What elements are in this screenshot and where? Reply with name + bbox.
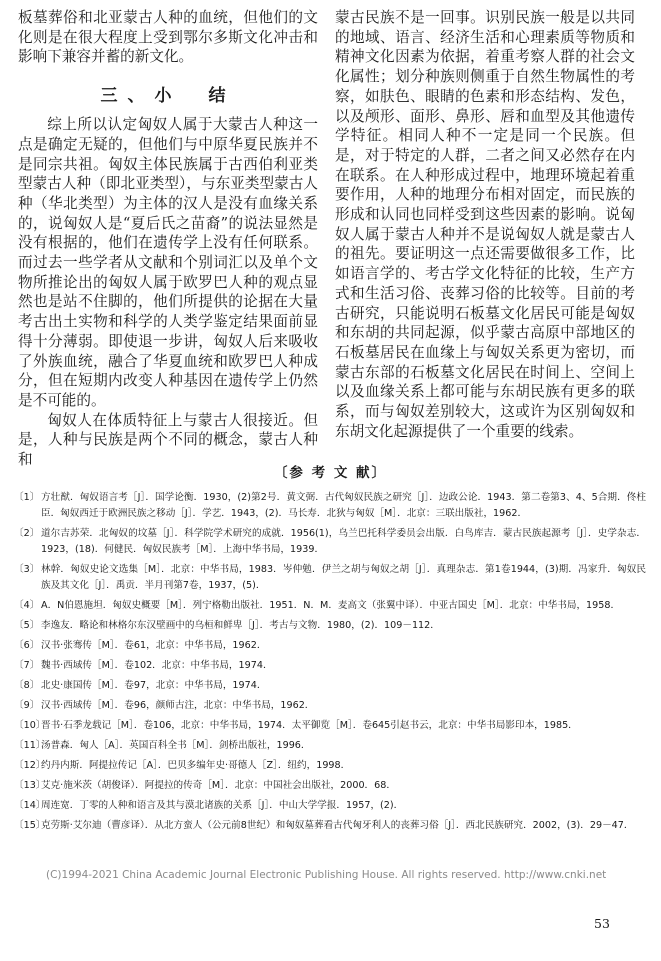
reference-number: 〔6〕: [14, 640, 40, 651]
reference-number: 〔15〕: [14, 820, 46, 831]
reference-item: [14, 638, 646, 654]
reference-number: 〔4〕: [14, 600, 40, 611]
reference-item: [14, 818, 646, 834]
reference-text: 克劳斯·艾尔迪（曹彦译）．从北方蛮人（公元前8世纪）和匈奴墓葬看古代匈牙利人的丧葬习俗［J］．西北民族研究．2002，(3)．29－47．: [41, 820, 634, 831]
copyright-notice: (C)1994-2021 China Academic Journal Electronic Publishing House. All rights reserved. http://www.cnki.net: [46, 869, 607, 881]
reference-text: A．N伯恩施坦．匈奴史概要［M］．列宁格勒出版社．1951．N．M．麦高文（张翼中译）．中亚古国史［M］．北京：中华书局，1958．: [41, 600, 621, 611]
reference-number: 〔13〕: [14, 780, 46, 791]
reference-text: 艾克·施米茨（胡俊译）．阿提拉的传奇［M］．北京：中国社会出版社，2000．68．: [41, 780, 396, 791]
body-paragraph: 综上所以认定匈奴人属于大蒙古人种这一点是确定无疑的，但他们与中原华夏民族并不是同宗共祖。匈奴主体民族属于古西伯利亚类型蒙古人种（即北亚类型），与东亚类型蒙古人种（华北类型）为主体的汉人是没有血缘关系的，说匈奴人是“夏后氏之苗裔”的说法显然是没有根据的，他们在遗传学上没有任何联系。而过去一些学者从文献和个别词汇以及单个文物所推论出的匈奴人属于欧罗巴人种的观点显然也是站不住脚的，他们所提供的论据在大量考古出土实物和科学的人类学鉴定结果面前显得十分薄弱。即使退一步讲，匈奴人后来吸收了外族血统，融合了华夏血统和欧罗巴人种成分，但在短期内改变人种基因在遗传学上仍然是不可能的。: [18, 116, 318, 409]
reference-number: 〔12〕: [14, 760, 46, 771]
reference-text: 方壮猷．匈奴语言考［J］．国学论衡．1930，(2)第2号．黄文弼．古代匈奴民族之研究［J］．边政公论．1943．第二卷第3、4、5合期．佟柱臣．匈奴西迁于欧洲民族之移动［J］．学艺．1943，(2)．马长寿．北狄与匈奴［M］．北京：三联出版社，1962．: [41, 492, 646, 519]
reference-item: [14, 598, 646, 614]
reference-number: 〔1〕: [14, 492, 40, 503]
reference-item: [14, 778, 646, 794]
references-heading: 〔参 考 文 献〕: [273, 465, 388, 481]
reference-number: 〔7〕: [14, 660, 40, 671]
reference-number: 〔8〕: [14, 680, 40, 691]
reference-item: [14, 562, 646, 594]
references-list: [14, 490, 646, 838]
reference-item: [14, 758, 646, 774]
right-column: [335, 8, 635, 441]
reference-item: [14, 718, 646, 734]
reference-text: 晋书·石季龙载记［M］．卷106，北京：中华书局，1974．太平御览［M］．卷645引赵书云，北京：中华书局影印本，1985．: [41, 720, 578, 731]
left-column: [18, 8, 318, 470]
page-number: 53: [594, 916, 610, 931]
reference-text: 北史·康国传［M］．卷97，北京：中华书局，1974．: [41, 680, 267, 691]
reference-text: 道尔吉苏荣．北匈奴的坟墓［J］．科学院学术研究的成就．1956(1)，乌兰巴托科学委员会出版．白鸟库吉．蒙古民族起源考［J］．史学杂志．1923，(18)．何健民．匈奴民族考［M］．上海中华书局，1939．: [41, 528, 646, 555]
reference-item: [14, 678, 646, 694]
reference-text: 约丹内斯．阿提拉传记［A］．巴贝多编年史·哥德人［Z］．纽约，1998．: [41, 760, 351, 771]
reference-text: 汉书·张骞传［M］．卷61，北京：中华书局，1962．: [41, 640, 267, 651]
body-paragraph: 匈奴人在体质特征上与蒙古人很接近。但是，人种与民族是两个不同的概念，蒙古人种和: [18, 411, 318, 469]
reference-text: 林幹．匈奴史论文选集［M］．北京：中华书局，1983．岑仲勉．伊兰之胡与匈奴之胡［J］．真理杂志．第1卷1944，(3)期．冯家升．匈奴民族及其文化［J］．禹贡．半月刊第7卷，1937，(5)．: [41, 564, 646, 591]
reference-item: [14, 738, 646, 754]
reference-item: [14, 526, 646, 558]
reference-number: 〔10〕: [14, 720, 46, 731]
reference-text: 魏书·西域传［M］．卷102．北京：中华书局，1974．: [41, 660, 273, 671]
reference-item: [14, 618, 646, 634]
section-title: 三、小 结: [100, 86, 236, 107]
reference-item: [14, 698, 646, 714]
reference-item: [14, 490, 646, 522]
body-paragraph: 板墓葬俗和北亚蒙古人种的血统，但他们的文化则是在很大程度上受到鄂尔多斯文化冲击和影响下兼容并蓄的新文化。: [18, 9, 318, 66]
reference-number: 〔14〕: [14, 800, 46, 811]
reference-number: 〔11〕: [14, 740, 46, 751]
reference-text: 汤普森．匈人［A］．英国百科全书［M］．剑桥出版社，1996．: [41, 740, 311, 751]
reference-text: 周连宽．丁零的人种和语言及其与漠北诸族的关系［J］．中山大学学报．1957，(2)．: [41, 800, 404, 811]
body-paragraph: 蒙古民族不是一回事。识别民族一般是以共同的地域、语言、经济生活和心理素质等物质和精神文化因素为依据，着重考察人群的社会文化属性；划分种族则侧重于自然生物属性的考察，如肤色、眼睛的色素和形态结构、发色，以及颅形、面形、鼻形、唇和血型及其他遗传学特征。相同人种不一定是同一个民族。但是，对于特定的人群，二者之间又必然存在内在联系。在人种形成过程中，地理环境起着重要作用，人种的地理分布相对固定，而民族的形成和认同也同样受到这些因素的影响。说匈奴人属于蒙古人种并不是说匈奴人就是蒙古人的祖先。要证明这一点还需要做很多工作，比如语言学的、考古学文化特征的比较，生产方式和生活习俗、丧葬习俗的比较等。目前的考古研究，只能说明石板墓文化居民可能是匈奴和东胡的共同起源，似乎蒙古高原中部地区的石板墓居民在血缘上与匈奴关系更为密切，而蒙古东部的石板墓文化居民在时间上、空间上以及血缘关系上都可能与东胡民族有更多的联系，而与匈奴差别较大，这或许为区别匈奴和东胡文化起源提供了一个重要的线索。: [335, 9, 635, 440]
reference-number: 〔5〕: [14, 620, 40, 631]
reference-item: [14, 798, 646, 814]
reference-number: 〔9〕: [14, 700, 40, 711]
reference-number: 〔3〕: [14, 564, 40, 575]
reference-item: [14, 658, 646, 674]
reference-text: 李逸友．略论和林格尔东汉壁画中的乌桓和鲜卑［J］．考古与文物．1980，(2)．109－112．: [41, 620, 440, 631]
reference-text: 汉书·西域传［M］．卷96，颜师古注，北京：中华书局，1962．: [41, 700, 315, 711]
reference-number: 〔2〕: [14, 528, 40, 539]
